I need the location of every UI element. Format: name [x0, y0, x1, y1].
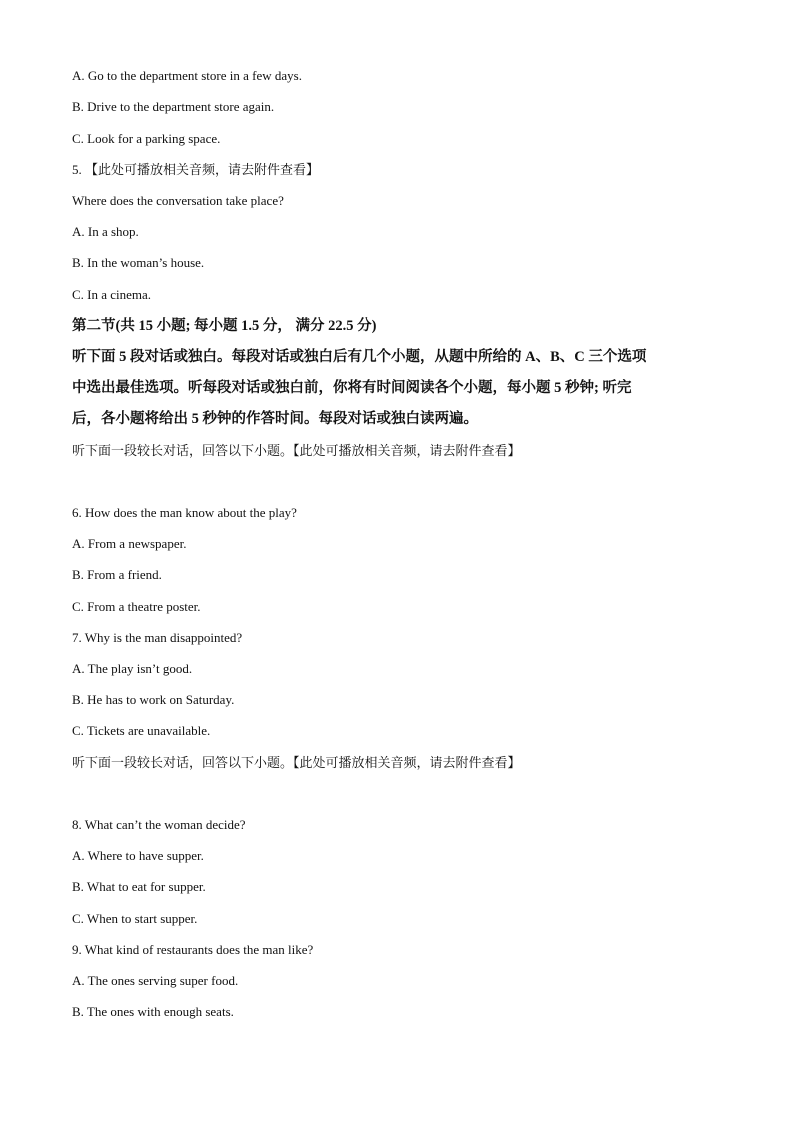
dialogue1-intro: 听下面一段较长对话，回答以下小题。【此处可播放相关音频，请去附件查看】 — [72, 443, 521, 458]
q7-option-b: B. He has to work on Saturday. — [72, 692, 235, 707]
section2-instructions-line3: 后，各小题将给出 5 秒钟的作答时间。每段对话或独白读两遍。 — [72, 411, 478, 427]
q6-question: 6. How does the man know about the play? — [72, 505, 297, 520]
q9-option-a: A. The ones serving super food. — [72, 973, 239, 988]
q4-option-c: C. Look for a parking space. — [72, 131, 221, 146]
q7-question: 7. Why is the man disappointed? — [72, 630, 243, 645]
q6-option-a: A. From a newspaper. — [72, 536, 187, 551]
q6-option-b: B. From a friend. — [72, 567, 162, 582]
q5-option-a: A. In a shop. — [72, 224, 139, 239]
q7-option-a: A. The play isn’t good. — [72, 661, 193, 676]
q5-option-b: B. In the woman’s house. — [72, 255, 205, 270]
q9-option-b: B. The ones with enough seats. — [72, 1004, 234, 1019]
q7-option-c: C. Tickets are unavailable. — [72, 723, 211, 738]
q8-option-a: A. Where to have supper. — [72, 848, 204, 863]
q9-question: 9. What kind of restaurants does the man like? — [72, 942, 314, 957]
q5-question: Where does the conversation take place? — [72, 193, 284, 208]
dialogue2-intro: 听下面一段较长对话，回答以下小题。【此处可播放相关音频，请去附件查看】 — [72, 755, 521, 770]
q4-option-b: B. Drive to the department store again. — [72, 99, 275, 114]
section2-instructions-line1: 听下面 5 段对话或独白。每段对话或独白后有几个小题，从题中所给的 A、B、C 三个选项 — [72, 349, 647, 365]
section2-heading: 第二节(共 15 小题; 每小题 1.5 分， 满分 22.5 分) — [72, 318, 377, 334]
q4-option-a: A. Go to the department store in a few days. — [72, 68, 302, 83]
q6-option-c: C. From a theatre poster. — [72, 599, 201, 614]
q8-option-b: B. What to eat for supper. — [72, 879, 206, 894]
q5-option-c: C. In a cinema. — [72, 287, 152, 302]
section2-instructions-line2: 中选出最佳选项。听每段对话或独白前，你将有时间阅读各个小题，每小题 5 秒钟; 听完 — [72, 380, 632, 396]
q8-question: 8. What can’t the woman decide? — [72, 817, 246, 832]
q8-option-c: C. When to start supper. — [72, 911, 198, 926]
q5-number-audio-note: 5. 【此处可播放相关音频，请去附件查看】 — [72, 162, 320, 177]
